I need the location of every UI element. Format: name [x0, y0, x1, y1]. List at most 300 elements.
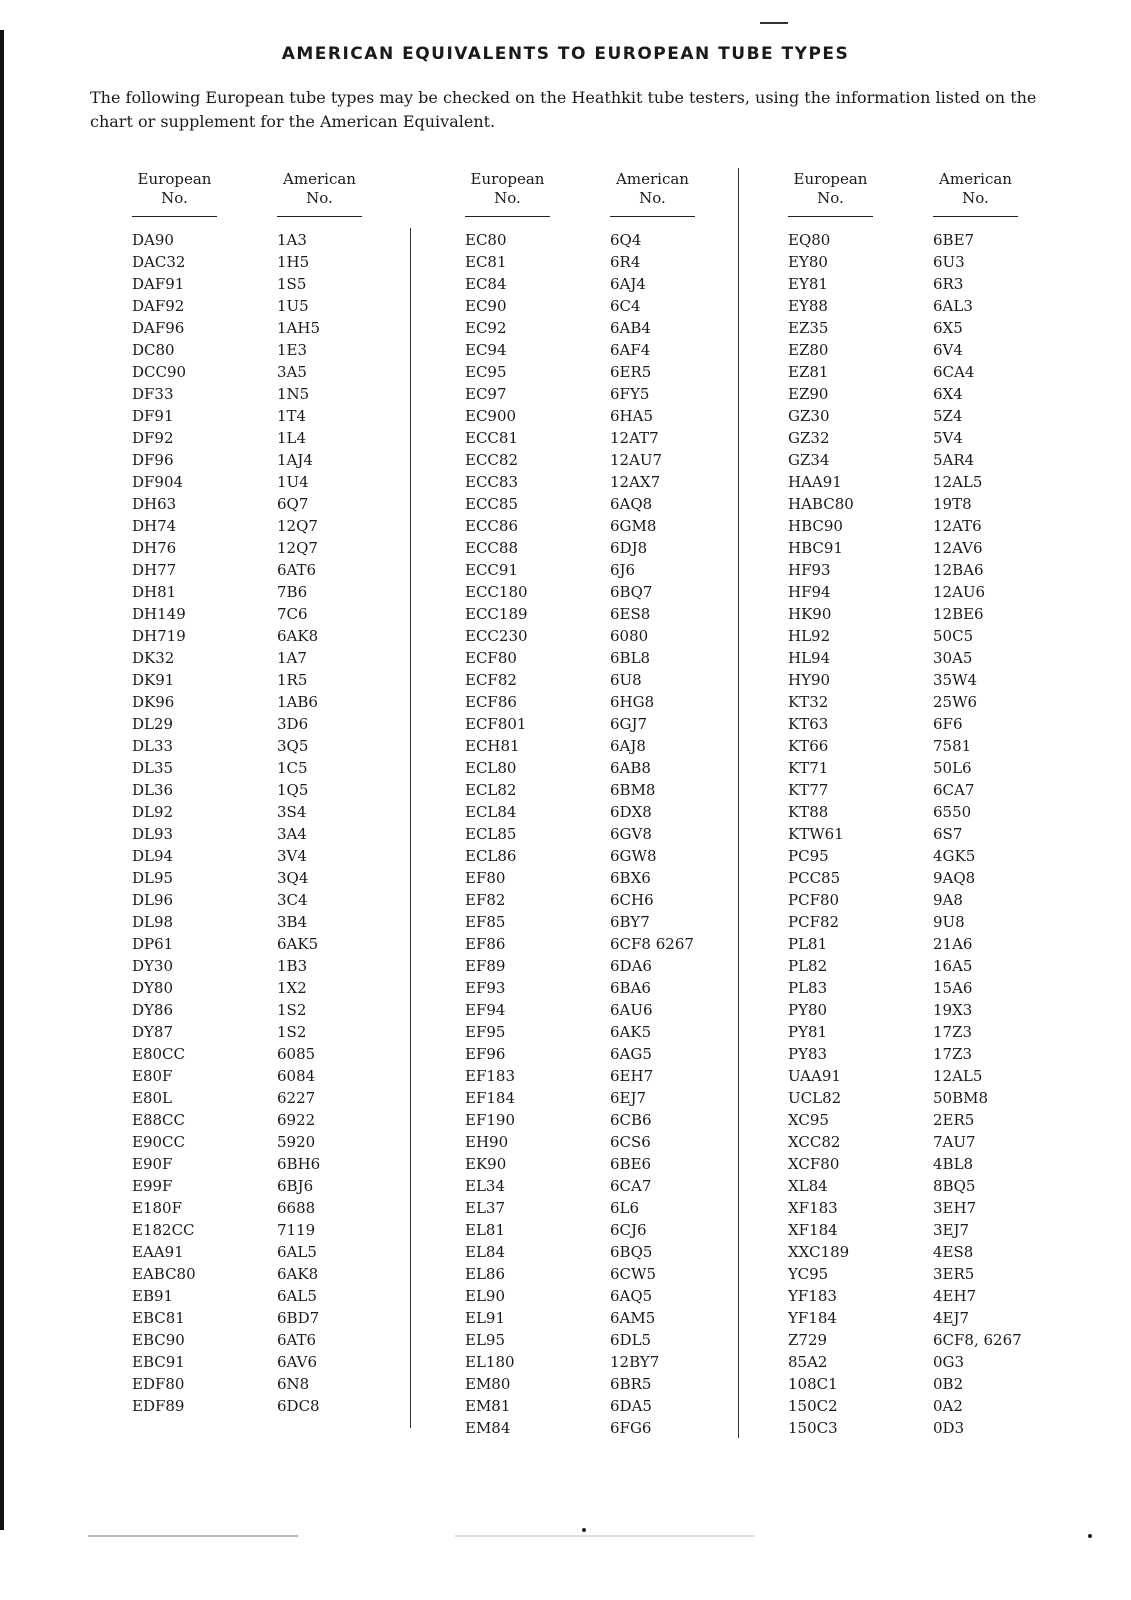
table-row: [465, 713, 750, 735]
american-tube-number: 4GK5: [933, 847, 976, 865]
american-tube-number: 6CA7: [933, 781, 975, 799]
table-row: [465, 625, 750, 647]
table-row: [788, 1417, 1073, 1439]
table-row: [788, 229, 1073, 251]
european-tube-number: EBC90: [132, 1331, 185, 1349]
european-header: [465, 170, 610, 217]
european-tube-number: DF904: [132, 473, 184, 491]
american-header-line: No.: [962, 189, 989, 207]
table-row: [465, 1285, 750, 1307]
european-tube-number: EF86: [465, 935, 506, 953]
table-row: [465, 977, 750, 999]
table-row: [132, 867, 417, 889]
american-tube-number: 6C4: [610, 297, 641, 315]
table-row: [788, 1043, 1073, 1065]
european-tube-number: PL81: [788, 935, 828, 953]
table-row: [132, 1219, 417, 1241]
american-tube-number: 7C6: [277, 605, 308, 623]
table-row: [788, 1153, 1073, 1175]
table-row: [788, 1175, 1073, 1197]
european-tube-number: PL83: [788, 979, 828, 997]
table-row: [465, 1417, 750, 1439]
european-tube-number: DAF96: [132, 319, 185, 337]
european-tube-number: ECL86: [465, 847, 517, 865]
table-row: [465, 779, 750, 801]
table-column-1: [132, 170, 417, 1417]
american-tube-number: 6L6: [610, 1199, 640, 1217]
table-row: [465, 405, 750, 427]
american-tube-number: 6DL5: [610, 1331, 652, 1349]
table-row: [788, 1307, 1073, 1329]
european-tube-number: EL180: [465, 1353, 515, 1371]
table-row: [132, 779, 417, 801]
american-tube-number: 6AM5: [610, 1309, 656, 1327]
american-tube-number: 6Q7: [277, 495, 309, 513]
table-row: [465, 1131, 750, 1153]
table-row: [132, 1329, 417, 1351]
european-tube-number: EQ80: [788, 231, 831, 249]
table-row: [132, 889, 417, 911]
american-tube-number: 9U8: [933, 913, 965, 931]
european-tube-number: DH77: [132, 561, 177, 579]
table-rows: [132, 229, 417, 1417]
american-tube-number: 6ES8: [610, 605, 651, 623]
table-column-3: [788, 170, 1073, 1439]
american-tube-number: 6AK5: [610, 1023, 652, 1041]
european-tube-number: ECH81: [465, 737, 520, 755]
european-tube-number: ECC86: [465, 517, 518, 535]
american-tube-number: 3Q5: [277, 737, 309, 755]
table-row: [788, 405, 1073, 427]
table-row: [465, 537, 750, 559]
american-tube-number: 6BA6: [610, 979, 651, 997]
table-row: [132, 1373, 417, 1395]
american-tube-number: 3A5: [277, 363, 307, 381]
american-tube-number: 3EJ7: [933, 1221, 970, 1239]
table-row: [132, 1307, 417, 1329]
table-row: [788, 1219, 1073, 1241]
american-tube-number: 6CA7: [610, 1177, 652, 1195]
european-tube-number: DL36: [132, 781, 174, 799]
european-tube-number: KTW61: [788, 825, 844, 843]
european-tube-number: ECC88: [465, 539, 518, 557]
american-tube-number: 6922: [277, 1111, 316, 1129]
european-tube-number: ECC82: [465, 451, 518, 469]
european-header-line: European: [470, 170, 545, 188]
table-row: [465, 801, 750, 823]
american-tube-number: 6BX6: [610, 869, 651, 887]
european-tube-number: PCC85: [788, 869, 841, 887]
european-tube-number: DL95: [132, 869, 174, 887]
european-tube-number: EY80: [788, 253, 828, 271]
table-row: [788, 383, 1073, 405]
table-row: [465, 1153, 750, 1175]
european-tube-number: DY86: [132, 1001, 174, 1019]
american-tube-number: 0A2: [933, 1397, 963, 1415]
american-tube-number: 15A6: [933, 979, 973, 997]
european-tube-number: XF183: [788, 1199, 838, 1217]
european-tube-number: HAA91: [788, 473, 842, 491]
european-tube-number: EY81: [788, 275, 828, 293]
european-tube-number: DH149: [132, 605, 186, 623]
american-header-line: No.: [639, 189, 666, 207]
table-row: [465, 339, 750, 361]
table-row: [788, 1285, 1073, 1307]
table-row: [465, 427, 750, 449]
american-tube-number: 3C4: [277, 891, 308, 909]
american-tube-number: 6DC8: [277, 1397, 320, 1415]
table-row: [788, 1329, 1073, 1351]
european-tube-number: DH719: [132, 627, 186, 645]
table-row: [132, 933, 417, 955]
european-tube-number: ECC85: [465, 495, 518, 513]
table-row: [132, 999, 417, 1021]
table-row: [788, 295, 1073, 317]
table-row: [465, 647, 750, 669]
european-tube-number: PCF80: [788, 891, 840, 909]
european-tube-number: E80F: [132, 1067, 173, 1085]
american-tube-number: 4BL8: [933, 1155, 974, 1173]
european-header-line: European: [137, 170, 212, 188]
table-row: [465, 1175, 750, 1197]
american-tube-number: 6080: [610, 627, 649, 645]
table-row: [132, 845, 417, 867]
table-row: [788, 1241, 1073, 1263]
european-tube-number: ECF86: [465, 693, 517, 711]
american-tube-number: 50L6: [933, 759, 972, 777]
american-tube-number: 6GV8: [610, 825, 652, 843]
table-row: [788, 1021, 1073, 1043]
table-row: [465, 823, 750, 845]
european-tube-number: EK90: [465, 1155, 507, 1173]
table-row: [132, 955, 417, 977]
european-tube-number: ECC83: [465, 473, 518, 491]
european-tube-number: E182CC: [132, 1221, 195, 1239]
table-row: [132, 1087, 417, 1109]
american-tube-number: 1U5: [277, 297, 309, 315]
table-row: [132, 317, 417, 339]
american-tube-number: 6U3: [933, 253, 965, 271]
european-tube-number: DL35: [132, 759, 174, 777]
european-tube-number: EL37: [465, 1199, 505, 1217]
european-tube-number: XCF80: [788, 1155, 840, 1173]
american-tube-number: 9A8: [933, 891, 963, 909]
european-tube-number: XL84: [788, 1177, 828, 1195]
table-row: [465, 1351, 750, 1373]
american-tube-number: 12AU7: [610, 451, 663, 469]
american-tube-number: 17Z3: [933, 1045, 973, 1063]
american-tube-number: 3ER5: [933, 1265, 975, 1283]
european-tube-number: DK32: [132, 649, 175, 667]
table-row: [788, 1263, 1073, 1285]
table-row: [465, 889, 750, 911]
header-underline: [465, 216, 550, 217]
european-tube-number: EABC80: [132, 1265, 196, 1283]
european-tube-number: ECC91: [465, 561, 518, 579]
american-header-line: No.: [306, 189, 333, 207]
american-tube-number: 7581: [933, 737, 972, 755]
american-tube-number: 6AJ4: [610, 275, 646, 293]
american-tube-number: 12AT6: [933, 517, 982, 535]
intro-paragraph: The following European tube types may be checked on the Heathkit tube testers, using the information listed on the chart or supplement for the American Equivalent.: [90, 88, 1037, 131]
american-tube-number: 6BQ7: [610, 583, 653, 601]
table-row: [465, 1043, 750, 1065]
scan-noise: [455, 1535, 755, 1537]
american-tube-number: 6R4: [610, 253, 641, 271]
american-tube-number: 6AJ8: [610, 737, 646, 755]
table-row: [788, 625, 1073, 647]
american-tube-number: 6550: [933, 803, 972, 821]
table-row: [788, 251, 1073, 273]
american-tube-number: 6AT6: [277, 1331, 317, 1349]
american-tube-number: 5V4: [933, 429, 963, 447]
american-tube-number: 0D3: [933, 1419, 965, 1437]
american-tube-number: 3V4: [277, 847, 307, 865]
european-tube-number: EM80: [465, 1375, 511, 1393]
american-tube-number: 12Q7: [277, 517, 318, 535]
table-row: [465, 1329, 750, 1351]
american-tube-number: 6AU6: [610, 1001, 653, 1019]
table-row: [132, 669, 417, 691]
american-tube-number: 6CJ6: [610, 1221, 647, 1239]
european-tube-number: Z729: [788, 1331, 828, 1349]
american-tube-number: 6R3: [933, 275, 964, 293]
table-row: [132, 559, 417, 581]
european-tube-number: EF82: [465, 891, 506, 909]
american-tube-number: 6AV6: [277, 1353, 318, 1371]
table-row: [788, 1131, 1073, 1153]
european-tube-number: HY90: [788, 671, 831, 689]
european-tube-number: DCC90: [132, 363, 187, 381]
european-tube-number: DL98: [132, 913, 174, 931]
american-tube-number: 6AK5: [277, 935, 319, 953]
table-row: [788, 911, 1073, 933]
table-row: [465, 1263, 750, 1285]
european-tube-number: HL94: [788, 649, 831, 667]
european-tube-number: ECC230: [465, 627, 528, 645]
column-header: [132, 170, 417, 217]
american-tube-number: 12BE6: [933, 605, 984, 623]
american-tube-number: 6BJ6: [277, 1177, 314, 1195]
european-tube-number: 150C2: [788, 1397, 838, 1415]
table-row: [788, 427, 1073, 449]
european-tube-number: DP61: [132, 935, 174, 953]
european-tube-number: EDF89: [132, 1397, 185, 1415]
american-tube-number: 6V4: [933, 341, 963, 359]
european-tube-number: EF89: [465, 957, 506, 975]
european-tube-number: EF80: [465, 869, 506, 887]
table-row: [132, 625, 417, 647]
european-tube-number: DF91: [132, 407, 174, 425]
table-row: [788, 1395, 1073, 1417]
table-row: [465, 383, 750, 405]
american-tube-number: 6EH7: [610, 1067, 654, 1085]
american-tube-number: 6AT6: [277, 561, 317, 579]
table-row: [465, 1021, 750, 1043]
american-tube-number: 3B4: [277, 913, 308, 931]
header-underline: [277, 216, 362, 217]
european-tube-number: EL84: [465, 1243, 505, 1261]
european-header-line: European: [793, 170, 868, 188]
table-row: [788, 273, 1073, 295]
european-tube-number: DY30: [132, 957, 174, 975]
american-tube-number: 6AK8: [277, 627, 319, 645]
table-row: [788, 537, 1073, 559]
american-tube-number: 5AR4: [933, 451, 975, 469]
american-tube-number: 12AU6: [933, 583, 986, 601]
american-tube-number: 6F6: [933, 715, 963, 733]
table-row: [465, 493, 750, 515]
european-tube-number: DK91: [132, 671, 175, 689]
european-tube-number: DAC32: [132, 253, 186, 271]
table-row: [788, 845, 1073, 867]
table-row: [465, 691, 750, 713]
table-row: [788, 493, 1073, 515]
table-row: [465, 757, 750, 779]
european-tube-number: ECL85: [465, 825, 517, 843]
table-row: [465, 229, 750, 251]
american-tube-number: 1R5: [277, 671, 308, 689]
american-tube-number: 6688: [277, 1199, 316, 1217]
european-tube-number: EBC91: [132, 1353, 185, 1371]
american-tube-number: 12AL5: [933, 1067, 983, 1085]
european-header-line: No.: [494, 189, 521, 207]
european-tube-number: DL29: [132, 715, 174, 733]
european-tube-number: EZ35: [788, 319, 829, 337]
european-tube-number: EC81: [465, 253, 507, 271]
american-tube-number: 5920: [277, 1133, 316, 1151]
table-row: [788, 977, 1073, 999]
european-tube-number: ECL82: [465, 781, 517, 799]
table-row: [465, 559, 750, 581]
table-row: [132, 1263, 417, 1285]
table-row: [132, 449, 417, 471]
european-tube-number: DF96: [132, 451, 174, 469]
european-tube-number: XXC189: [788, 1243, 850, 1261]
european-tube-number: EF95: [465, 1023, 506, 1041]
european-tube-number: EAA91: [132, 1243, 184, 1261]
column-header: [465, 170, 750, 217]
table-row: [465, 1109, 750, 1131]
table-row: [788, 757, 1073, 779]
european-tube-number: DL94: [132, 847, 174, 865]
european-tube-number: KT77: [788, 781, 829, 799]
american-tube-number: 6DJ8: [610, 539, 648, 557]
american-tube-number: 6GJ7: [610, 715, 648, 733]
american-tube-number: 6085: [277, 1045, 316, 1063]
european-tube-number: HBC90: [788, 517, 843, 535]
american-tube-number: 6BD7: [277, 1309, 320, 1327]
european-tube-number: EC90: [465, 297, 507, 315]
european-tube-number: XF184: [788, 1221, 838, 1239]
american-tube-number: 50BM8: [933, 1089, 989, 1107]
american-header: [610, 170, 750, 217]
scan-noise: [88, 1535, 298, 1537]
american-tube-number: 6U8: [610, 671, 642, 689]
american-tube-number: 3EH7: [933, 1199, 977, 1217]
european-tube-number: DAF92: [132, 297, 185, 315]
european-tube-number: GZ30: [788, 407, 830, 425]
european-tube-number: EL34: [465, 1177, 505, 1195]
table-row: [132, 581, 417, 603]
table-row: [788, 361, 1073, 383]
european-tube-number: EC900: [465, 407, 517, 425]
american-tube-number: 6CA4: [933, 363, 975, 381]
american-tube-number: 35W4: [933, 671, 978, 689]
european-tube-number: KT32: [788, 693, 829, 711]
american-tube-number: 3Q4: [277, 869, 309, 887]
american-tube-number: 16A5: [933, 957, 973, 975]
american-tube-number: 1A7: [277, 649, 307, 667]
american-tube-number: 6BQ5: [610, 1243, 653, 1261]
table-row: [465, 955, 750, 977]
table-row: [132, 1021, 417, 1043]
american-tube-number: 6AG5: [610, 1045, 652, 1063]
table-row: [788, 603, 1073, 625]
page-title: AMERICAN EQUIVALENTS TO EUROPEAN TUBE TYPES: [281, 44, 850, 64]
table-row: [132, 405, 417, 427]
american-tube-number: 6X4: [933, 385, 963, 403]
table-row: [132, 251, 417, 273]
american-tube-number: 3A4: [277, 825, 307, 843]
american-tube-number: 6AB8: [610, 759, 651, 777]
american-tube-number: 1AB6: [277, 693, 318, 711]
table-row: [465, 1395, 750, 1417]
american-tube-number: 6084: [277, 1067, 316, 1085]
american-tube-number: 1N5: [277, 385, 310, 403]
european-tube-number: ECC189: [465, 605, 528, 623]
european-tube-number: DY80: [132, 979, 174, 997]
american-tube-number: 6FG6: [610, 1419, 652, 1437]
american-tube-number: 21A6: [933, 935, 973, 953]
table-row: [788, 1065, 1073, 1087]
table-row: [465, 1373, 750, 1395]
european-tube-number: EC97: [465, 385, 507, 403]
table-row: [132, 801, 417, 823]
european-tube-number: DAF91: [132, 275, 185, 293]
american-tube-number: 1A3: [277, 231, 307, 249]
european-tube-number: DH76: [132, 539, 177, 557]
american-tube-number: 6BH6: [277, 1155, 321, 1173]
european-tube-number: DC80: [132, 341, 175, 359]
table-row: [788, 317, 1073, 339]
european-tube-number: GZ34: [788, 451, 830, 469]
table-row: [788, 691, 1073, 713]
american-tube-number: 30A5: [933, 649, 973, 667]
american-tube-number: 1X2: [277, 979, 307, 997]
european-tube-number: 85A2: [788, 1353, 828, 1371]
american-tube-number: 6AQ5: [610, 1287, 653, 1305]
table-row: [132, 1351, 417, 1373]
american-tube-number: 6AL5: [277, 1243, 317, 1261]
european-tube-number: ECC81: [465, 429, 518, 447]
table-row: [132, 647, 417, 669]
american-tube-number: 7AU7: [933, 1133, 976, 1151]
european-tube-number: DY87: [132, 1023, 174, 1041]
european-tube-number: ECL84: [465, 803, 517, 821]
table-row: [132, 361, 417, 383]
european-tube-number: EL90: [465, 1287, 505, 1305]
table-column-2: [465, 170, 750, 1439]
table-row: [788, 471, 1073, 493]
american-tube-number: 6J6: [610, 561, 636, 579]
european-tube-number: ECF82: [465, 671, 517, 689]
european-tube-number: DH74: [132, 517, 177, 535]
table-rows: [788, 229, 1073, 1439]
table-row: [132, 383, 417, 405]
table-row: [132, 537, 417, 559]
table-row: [465, 581, 750, 603]
